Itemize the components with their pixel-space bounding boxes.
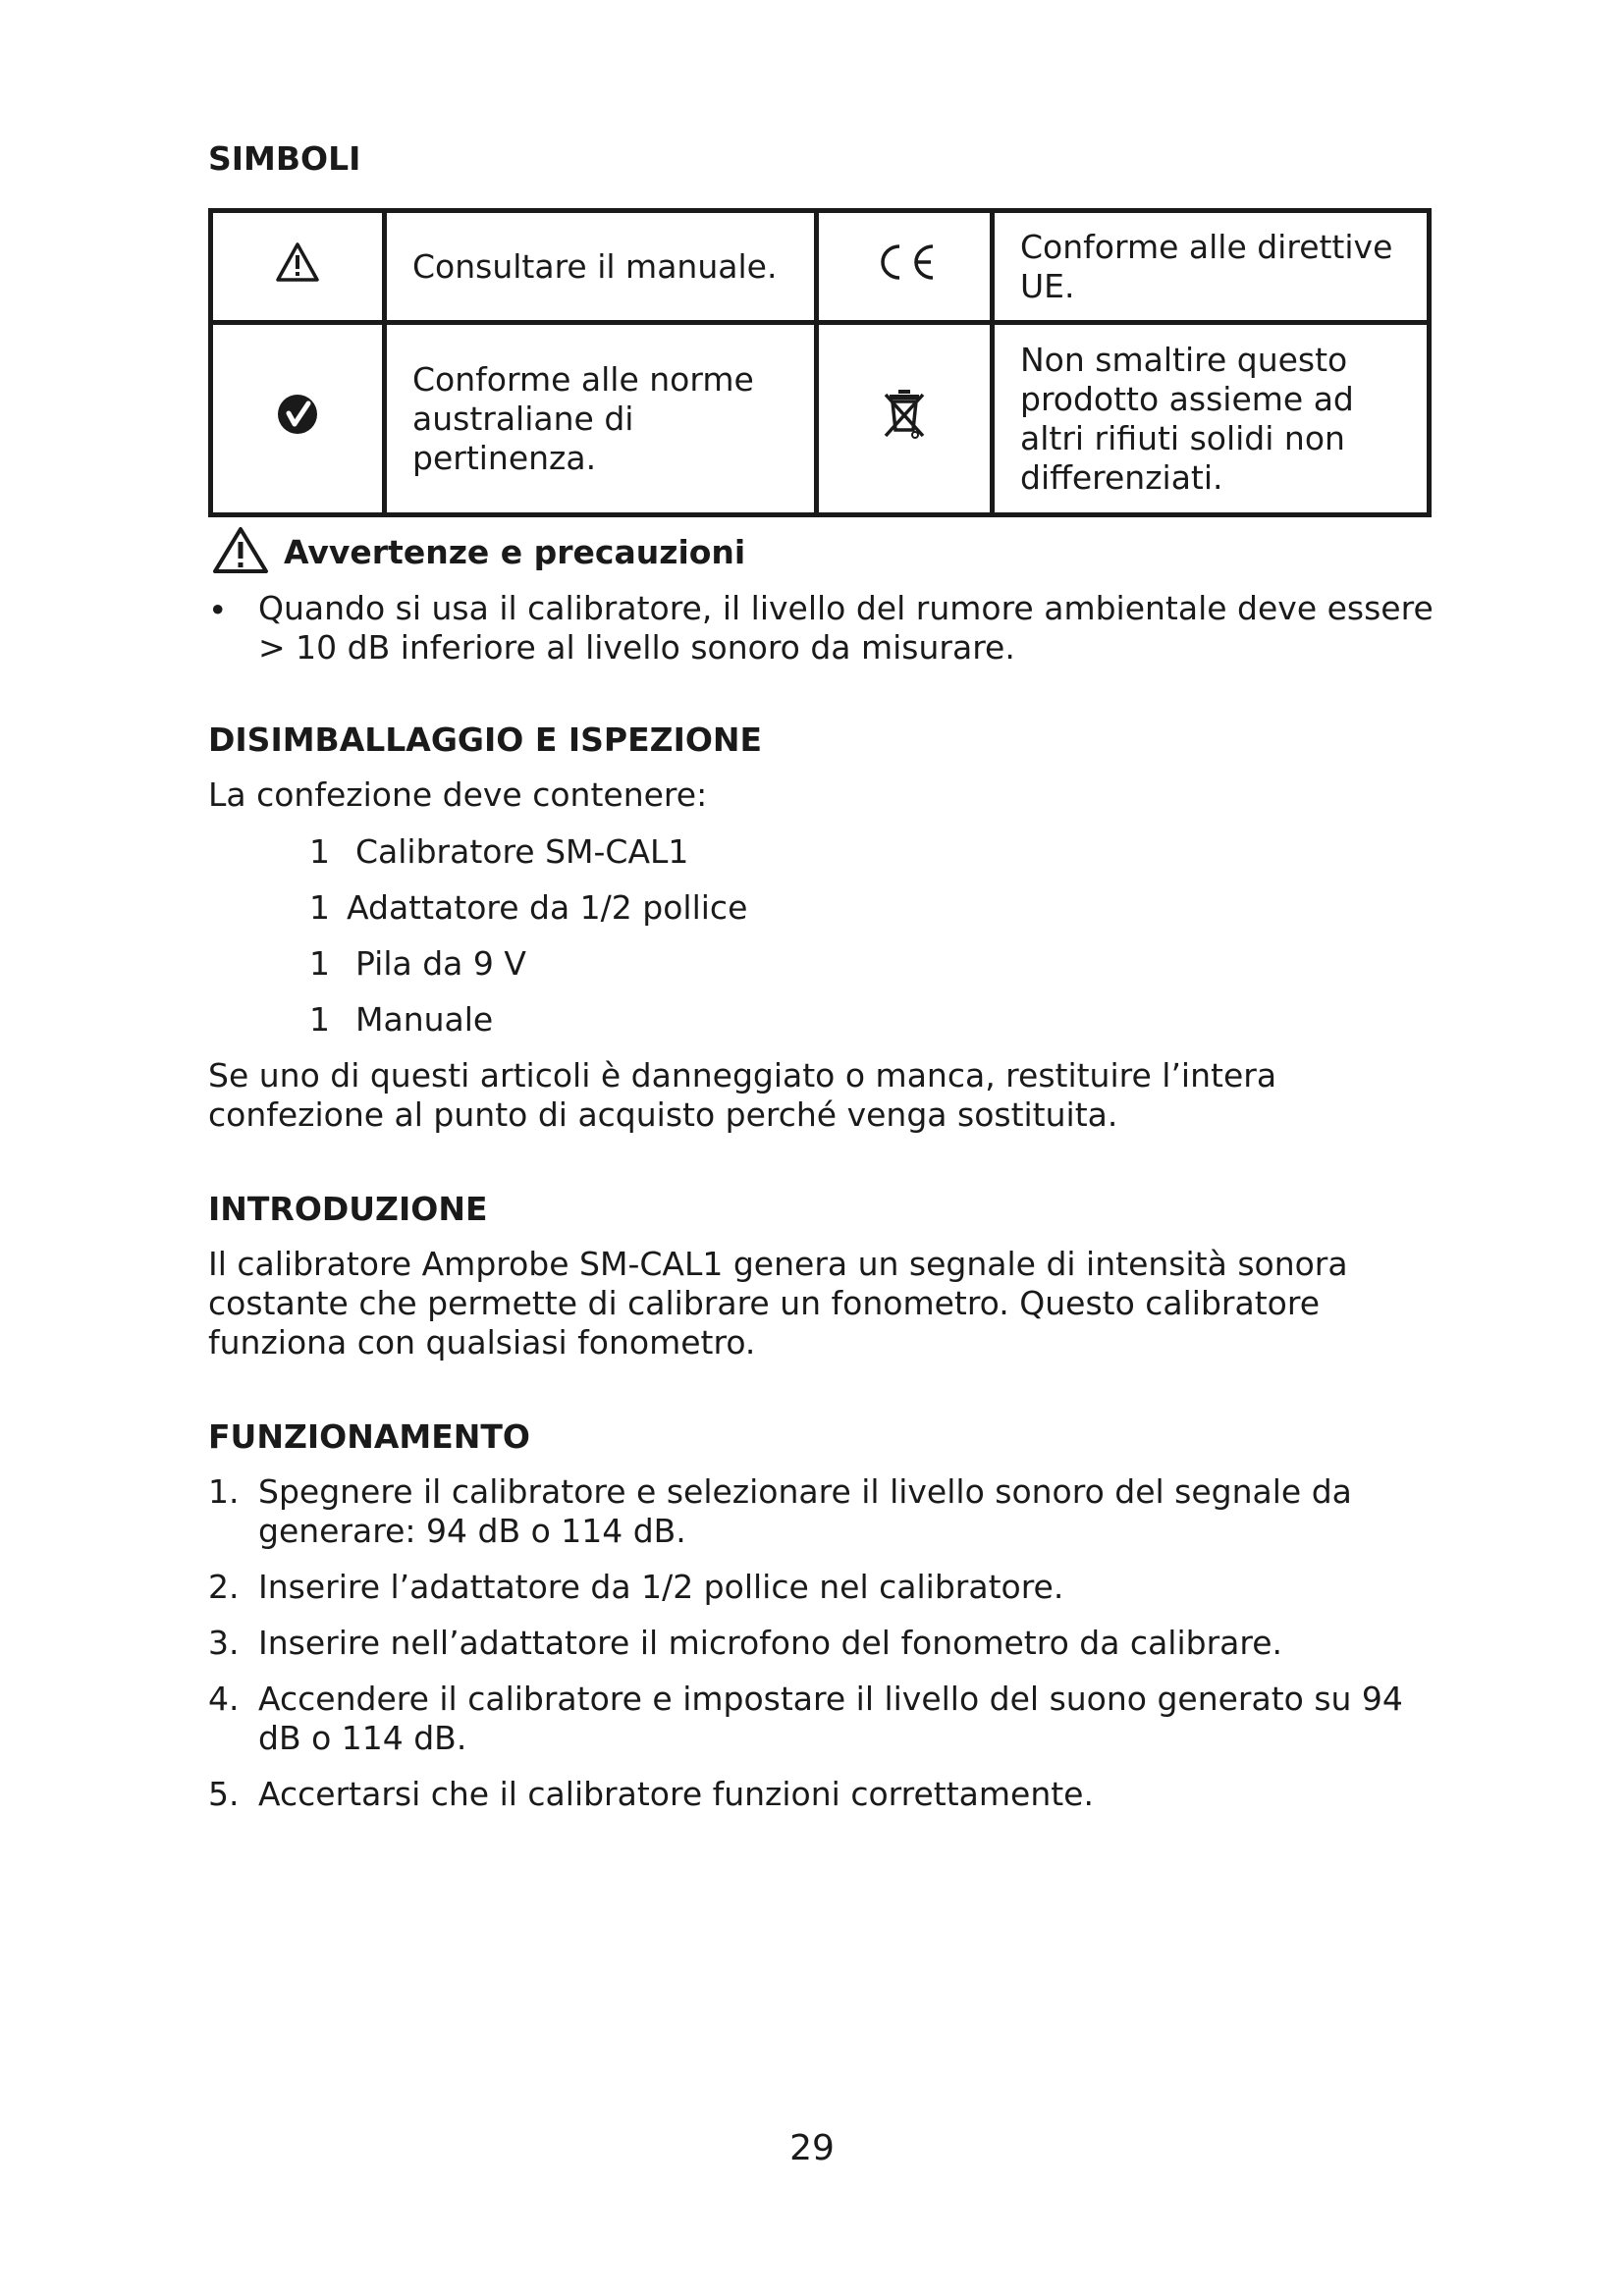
symbols-table bbox=[208, 208, 1432, 517]
symbol-icon-cell bbox=[817, 323, 993, 515]
item-quantity: 1 bbox=[309, 888, 330, 927]
symbol-description: Conforme alle norme australiane di pertinenza. bbox=[385, 323, 817, 515]
step-number: 2. bbox=[208, 1568, 240, 1606]
step-number: 1. bbox=[208, 1472, 240, 1511]
item-name: Manuale bbox=[355, 1000, 494, 1039]
step-number: 4. bbox=[208, 1680, 240, 1718]
unpacking-note: Se uno di questi articoli è danneggiato o manca, restituire l’intera confezione al punto di acquisto perché venga sostituita. bbox=[208, 1056, 1277, 1134]
warning-item: Quando si usa il calibratore, il livello del rumore ambientale deve essere > 10 dB inferiore al livello sonoro da misurare. bbox=[258, 589, 1434, 667]
symbol-icon-cell bbox=[817, 211, 993, 323]
warning-triangle-icon bbox=[275, 241, 320, 283]
step-text: Inserire nell’adattatore il microfono del fonometro da calibrare. bbox=[258, 1624, 1282, 1662]
page-number: 29 bbox=[789, 2128, 835, 2168]
item-quantity: 1 bbox=[309, 944, 330, 983]
c-tick-icon bbox=[276, 393, 319, 436]
symbol-description: Consultare il manuale. bbox=[385, 211, 817, 323]
step-text: Spegnere il calibratore e selezionare il livello sonoro del segnale da generare: 94 dB o 114 dB. bbox=[258, 1472, 1352, 1550]
item-name: Calibratore SM-CAL1 bbox=[355, 832, 689, 871]
symbols-row bbox=[211, 323, 1430, 515]
step-text: Inserire l’adattatore da 1/2 pollice nel calibratore. bbox=[258, 1568, 1064, 1606]
crossed-bin-icon bbox=[882, 387, 927, 442]
intro-text: Il calibratore Amprobe SM-CAL1 genera un segnale di intensità sonora costante che permette di calibrare un fonometro. Questo calibratore funziona con qualsiasi fonometro. bbox=[208, 1245, 1348, 1362]
symbol-description: Non smaltire questo prodotto assieme ad altri rifiuti solidi non differenziati. bbox=[993, 323, 1430, 515]
step-text: Accertarsi che il calibratore funzioni correttamente. bbox=[258, 1775, 1094, 1813]
symbol-icon-cell bbox=[211, 211, 385, 323]
unpacking-intro: La confezione deve contenere: bbox=[208, 775, 708, 814]
symbols-row bbox=[211, 211, 1430, 323]
item-quantity: 1 bbox=[309, 832, 330, 871]
unpacking-heading: DISIMBALLAGGIO E ISPEZIONE bbox=[208, 721, 763, 759]
symbol-icon-cell bbox=[211, 323, 385, 515]
operation-heading: FUNZIONAMENTO bbox=[208, 1417, 530, 1456]
warning-triangle-icon bbox=[212, 526, 269, 575]
step-number: 3. bbox=[208, 1624, 240, 1662]
bullet-marker: • bbox=[208, 591, 228, 629]
item-name: Adattatore da 1/2 pollice bbox=[347, 888, 748, 927]
symbols-heading: SIMBOLI bbox=[208, 139, 361, 178]
symbol-description: Conforme alle direttive UE. bbox=[993, 211, 1430, 323]
ce-mark-icon bbox=[872, 242, 937, 282]
item-name: Pila da 9 V bbox=[355, 944, 526, 983]
step-text: Accendere il calibratore e impostare il livello del suono generato su 94 dB o 114 dB. bbox=[258, 1680, 1403, 1757]
step-number: 5. bbox=[208, 1775, 240, 1813]
item-quantity: 1 bbox=[309, 1000, 330, 1039]
intro-heading: INTRODUZIONE bbox=[208, 1190, 488, 1228]
warnings-heading: Avvertenze e precauzioni bbox=[284, 533, 746, 571]
